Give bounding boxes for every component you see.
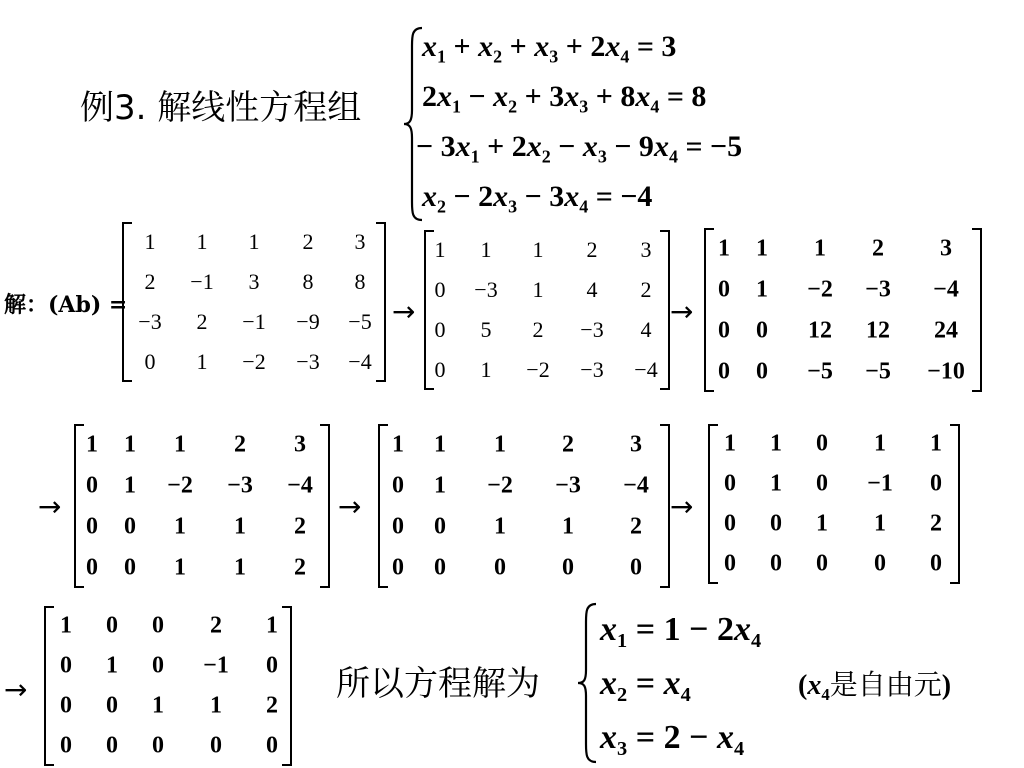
matrix-cell: 0 [930, 550, 942, 577]
matrix-cell: 0 [724, 550, 736, 577]
matrix-cell: −3 [474, 277, 498, 302]
arrow-2: → [670, 295, 694, 328]
conclusion-label: 所以方程解为 [336, 664, 540, 704]
arrow-4: → [338, 490, 362, 523]
matrix-cell: 0 [124, 554, 136, 580]
solution-1: $x_1 = 1 - 2x_4$ [600, 611, 762, 653]
matrix-cell: 0 [266, 652, 278, 679]
matrix-cell: 1 [392, 431, 404, 457]
matrix-cell: 1 [480, 237, 492, 262]
matrix-cell: 2 [210, 612, 222, 639]
matrix-cell: 1 [174, 554, 186, 580]
matrix-cell: 3 [248, 269, 260, 294]
matrix-2 [424, 230, 670, 390]
matrix-cell: 0 [434, 317, 446, 342]
matrix-cell: 0 [106, 732, 118, 759]
matrix-cell: 0 [816, 550, 828, 577]
matrix-cell: 12 [808, 317, 832, 343]
matrix-cell: 2 [266, 692, 278, 719]
matrix-cell: 1 [532, 277, 544, 302]
matrix-cell: 0 [630, 554, 642, 580]
matrix-cell: 8 [302, 269, 314, 294]
matrix-cell: −3 [227, 472, 253, 498]
matrix-cell: 1 [562, 513, 574, 539]
matrix-cell: 1 [874, 510, 886, 537]
matrix-cell: 1 [874, 430, 886, 457]
equation-4: $x_2 - 2x_3 - 3x_4 = -4$ [422, 180, 653, 217]
matrix-cell: 1 [60, 612, 72, 639]
matrix-cell: −1 [203, 652, 229, 679]
matrix-cell: 0 [816, 430, 828, 457]
matrix-cell: −3 [296, 349, 320, 374]
matrix-cell: 0 [86, 554, 98, 580]
arrow-6: → [4, 673, 28, 706]
matrix-cell: 2 [234, 431, 246, 457]
matrix-cell: 0 [60, 732, 72, 759]
matrix-cell: 0 [718, 276, 730, 302]
matrix-cell: 0 [756, 317, 768, 343]
matrix-cell: 0 [106, 692, 118, 719]
matrix-cell: 2 [144, 269, 156, 294]
matrix-cell: 0 [266, 732, 278, 759]
matrix-cell: 0 [756, 358, 768, 384]
matrix-5 [378, 424, 670, 588]
matrix-cell: −5 [807, 358, 833, 384]
matrix-cell: 1 [756, 276, 768, 302]
matrix-cell: 0 [106, 612, 118, 639]
matrix-cell: 1 [756, 235, 768, 261]
matrix-cell: 1 [532, 237, 544, 262]
matrix-cell: 1 [770, 470, 782, 497]
matrix-cell: 0 [60, 692, 72, 719]
matrix-cell: 1 [144, 229, 156, 254]
matrix-cell: 0 [874, 550, 886, 577]
matrix-cell: 1 [494, 431, 506, 457]
matrix-cell: −3 [138, 309, 162, 334]
matrix-6 [708, 424, 960, 584]
matrix-cell: 1 [494, 513, 506, 539]
matrix-1 [122, 222, 386, 382]
matrix-cell: 1 [234, 513, 246, 539]
matrix-cell: 3 [294, 431, 306, 457]
equation-3: − $3x_1 + 2x_2 - x_3 - 9x_4 = -5$ [416, 130, 743, 167]
solution-3: $x_3 = 2 - x_4$ [600, 719, 745, 761]
matrix-cell: 0 [930, 470, 942, 497]
matrix-cell: 2 [630, 513, 642, 539]
matrix-cell: 3 [640, 237, 652, 262]
matrix-cell: 2 [930, 510, 942, 537]
matrix-cell: 1 [434, 472, 446, 498]
matrix-cell: 0 [60, 652, 72, 679]
solution-brace [576, 602, 600, 764]
matrix-cell: 0 [718, 358, 730, 384]
matrix-cell: 2 [640, 277, 652, 302]
matrix-cell: −1 [242, 309, 266, 334]
matrix-cell: 0 [562, 554, 574, 580]
matrix-cell: 0 [724, 470, 736, 497]
matrix-cell: −2 [167, 472, 193, 498]
matrix-cell: 0 [718, 317, 730, 343]
matrix-cell: 0 [434, 513, 446, 539]
matrix-cell: 3 [940, 235, 952, 261]
matrix-cell: −3 [580, 317, 604, 342]
matrix-cell: 2 [294, 513, 306, 539]
matrix-3 [704, 228, 982, 392]
matrix-cell: 1 [124, 472, 136, 498]
matrix-cell: 0 [434, 554, 446, 580]
matrix-cell: 0 [392, 513, 404, 539]
example-title: 例3. 解线性方程组 [80, 88, 362, 128]
matrix-cell: −3 [555, 472, 581, 498]
matrix-cell: 0 [152, 732, 164, 759]
matrix-cell: 1 [196, 349, 208, 374]
arrow-3: → [38, 490, 62, 523]
matrix-cell: 12 [866, 317, 890, 343]
matrix-cell: −1 [190, 269, 214, 294]
matrix-cell: 3 [354, 229, 366, 254]
matrix-cell: 1 [106, 652, 118, 679]
matrix-cell: 5 [480, 317, 492, 342]
arrow-1: → [392, 295, 416, 328]
matrix-cell: 2 [586, 237, 598, 262]
matrix-cell: 1 [174, 513, 186, 539]
matrix-cell: −5 [348, 309, 372, 334]
matrix-cell: 1 [86, 431, 98, 457]
free-variable-note: ($x_4$是自由元) [798, 668, 952, 704]
matrix-cell: 2 [562, 431, 574, 457]
matrix-cell: −2 [242, 349, 266, 374]
matrix-cell: 1 [248, 229, 260, 254]
matrix-cell: 1 [814, 235, 826, 261]
matrix-cell: 1 [174, 431, 186, 457]
matrix-cell: 0 [144, 349, 156, 374]
matrix-cell: −2 [526, 357, 550, 382]
matrix-cell: −1 [867, 470, 893, 497]
matrix-cell: 0 [86, 513, 98, 539]
matrix-cell: −4 [634, 357, 658, 382]
matrix-cell: −3 [580, 357, 604, 382]
matrix-cell: 0 [434, 277, 446, 302]
solution-label: 解：(Ab) = [4, 292, 128, 318]
solution-2: $x_2 = x_4$ [600, 665, 691, 707]
matrix-cell: 0 [152, 652, 164, 679]
matrix-cell: 0 [152, 612, 164, 639]
matrix-cell: 1 [718, 235, 730, 261]
matrix-cell: 3 [630, 431, 642, 457]
matrix-cell: 1 [196, 229, 208, 254]
matrix-cell: 2 [532, 317, 544, 342]
matrix-cell: 2 [872, 235, 884, 261]
matrix-cell: 1 [480, 357, 492, 382]
matrix-cell: −3 [865, 276, 891, 302]
matrix-cell: −2 [807, 276, 833, 302]
matrix-cell: 1 [724, 430, 736, 457]
matrix-cell: −9 [296, 309, 320, 334]
matrix-cell: 0 [392, 554, 404, 580]
matrix-cell: −4 [287, 472, 313, 498]
matrix-cell: 0 [770, 550, 782, 577]
matrix-cell: −4 [348, 349, 372, 374]
matrix-cell: 2 [302, 229, 314, 254]
matrix-cell: 0 [392, 472, 404, 498]
matrix-cell: 1 [210, 692, 222, 719]
matrix-cell: 0 [770, 510, 782, 537]
matrix-7 [44, 606, 292, 766]
matrix-cell: 2 [196, 309, 208, 334]
matrix-cell: −2 [487, 472, 513, 498]
matrix-4 [74, 424, 330, 588]
matrix-cell: −10 [927, 358, 965, 384]
matrix-cell: 1 [266, 612, 278, 639]
matrix-cell: 1 [152, 692, 164, 719]
matrix-cell: 4 [640, 317, 652, 342]
matrix-cell: 2 [294, 554, 306, 580]
matrix-cell: 1 [770, 430, 782, 457]
arrow-5: → [670, 490, 694, 523]
matrix-cell: 1 [930, 430, 942, 457]
matrix-cell: 4 [586, 277, 598, 302]
matrix-cell: −4 [933, 276, 959, 302]
equation-2: $2x_1 - x_2 + 3x_3 + 8x_4 = 8$ [422, 80, 707, 117]
matrix-cell: 1 [816, 510, 828, 537]
matrix-cell: 0 [434, 357, 446, 382]
matrix-cell: 1 [434, 431, 446, 457]
matrix-cell: −5 [865, 358, 891, 384]
matrix-cell: 0 [210, 732, 222, 759]
matrix-cell: 0 [816, 470, 828, 497]
matrix-cell: −4 [623, 472, 649, 498]
matrix-cell: 0 [494, 554, 506, 580]
matrix-cell: 0 [724, 510, 736, 537]
matrix-cell: 0 [86, 472, 98, 498]
matrix-cell: 24 [934, 317, 958, 343]
matrix-cell: 1 [434, 237, 446, 262]
matrix-cell: 1 [234, 554, 246, 580]
matrix-cell: 1 [124, 431, 136, 457]
equation-1: $x_1 + x_2 + x_3 + 2x_4 = 3$ [422, 30, 677, 67]
matrix-cell: 0 [124, 513, 136, 539]
matrix-cell: 8 [354, 269, 366, 294]
